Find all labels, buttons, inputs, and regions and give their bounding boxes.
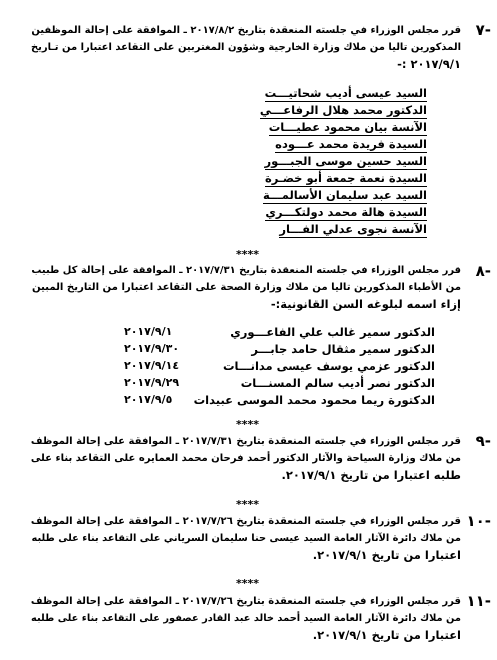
paragraph-line: قرر مجلس الوزراء في جلسته المنعقدة بتاريخ ٢٠١٧/٧/٢٦ ـ الموافقة على إحالة الموظف <box>30 516 461 527</box>
section-number: -٩ <box>475 432 491 450</box>
doctor-name: الدكتور عزمي يوسف عيسى مدانـــات <box>222 359 435 373</box>
paragraph-line: ٢٠١٧/٩/١ :- <box>397 57 461 71</box>
paragraph-line: اعتبارا من تاريخ ٢٠١٧/٩/١. <box>312 548 461 562</box>
paragraph-line: اعتبارا من تاريخ ٢٠١٧/٩/١. <box>312 628 461 642</box>
paragraph-line: إزاء اسمه لبلوغه السن القانونية:- <box>270 297 461 311</box>
separator-stars: **** <box>236 418 260 431</box>
separator-stars: **** <box>236 498 260 511</box>
doctor-date: ٢٠١٧/٩/٥ <box>124 393 173 406</box>
person-name: السيدة هالة محمد دولتكـــري <box>265 205 427 219</box>
person-name: السيدة فريدة محمد عـــوده <box>275 137 427 151</box>
person-name: السيدة نعمة جمعة أبو خضـرة <box>264 171 427 185</box>
paragraph-line: طلبه اعتبارا من تاريخ ٢٠١٧/٩/١. <box>281 468 461 482</box>
paragraph-line: من الأطباء المذكورين تاليا من ملاك وزارة الصحة على التقاعد اعتبارا من التاريخ المبين <box>31 282 461 293</box>
paragraph-line: قرر مجلس الوزراء في جلسته المنعقدة بتاريخ ٢٠١٧/٧/٣١ ـ الموافقة على إحالة الموظف <box>30 436 461 447</box>
doctor-name: الدكتور سمير غالب علي الفاعـــوري <box>230 325 435 339</box>
paragraph-line: قرر مجلس الوزراء في جلسته المنعقدة بتاريخ ٢٠١٧/٧/٣١ ـ الموافقة على إحالة كل طبيب <box>31 265 461 276</box>
paragraph-line: قرر مجلس الوزراء في جلسته المنعقدة بتاريخ ٢٠١٧/٧/٢٦ ـ الموافقة على إحالة الموظف <box>30 596 461 607</box>
person-name: السيد عيسى أديب شحاتيـــت <box>264 86 427 100</box>
person-name: الدكتور محمد هلال الرفاعـــي <box>259 103 427 117</box>
person-name: الآنسة بيان محمود عطيـــات <box>268 120 427 134</box>
doctor-name: الدكتور نصر أديب سالم المسنـــات <box>240 376 435 390</box>
paragraph-line: من ملاك وزارة السياحة والآثار الدكتور أحمد فرحان محمد العمايره على التقاعد بناء على <box>30 453 461 464</box>
paragraph-line: قرر مجلس الوزراء في جلسته المنعقدة بتاريخ ٢٠١٧/٨/٢ ـ الموافقة على إحالة الموظفين <box>31 25 461 36</box>
doctor-date: ٢٠١٧/٩/٣٠ <box>124 342 180 355</box>
paragraph-line: المذكورين تاليا من ملاك وزارة الخارجية وشؤون المغتربين على التقاعد اعتبارا من تـاريخ <box>30 42 461 53</box>
doctor-date: ٢٠١٧/٩/١٤ <box>124 359 180 372</box>
doctor-date: ٢٠١٧/٩/٢٩ <box>124 376 180 389</box>
section-number: -١١ <box>466 592 491 610</box>
separator-stars: **** <box>236 248 260 261</box>
doctor-name: الدكتور سمير مثقال حامد جابـــر <box>251 342 435 356</box>
paragraph-line: من ملاك دائرة الآثار العامة السيد عيسى حنا سليمان السرياني على التقاعد بناء على طلبه <box>31 533 461 544</box>
separator-stars: **** <box>236 577 260 590</box>
doctor-date: ٢٠١٧/٩/١ <box>124 325 173 338</box>
person-name: الآنسة نجوى عدلي الفـــار <box>279 222 427 236</box>
section-number: -١٠ <box>466 512 491 530</box>
section-number: -٧ <box>475 21 491 39</box>
doctor-name: الدكتورة ريما محمود محمد الموسى عبيدات <box>193 393 435 407</box>
section-number: -٨ <box>475 262 491 280</box>
paragraph-line: من ملاك دائرة الآثار العامة السيد أحمد خالد عبد القادر عصفور على التقاعد بناء على طلبه <box>31 613 461 624</box>
person-name: السيد حسين موسى الجبـــور <box>264 154 427 168</box>
person-name: السيد عبد سليمان الأسالمـــة <box>263 188 427 202</box>
